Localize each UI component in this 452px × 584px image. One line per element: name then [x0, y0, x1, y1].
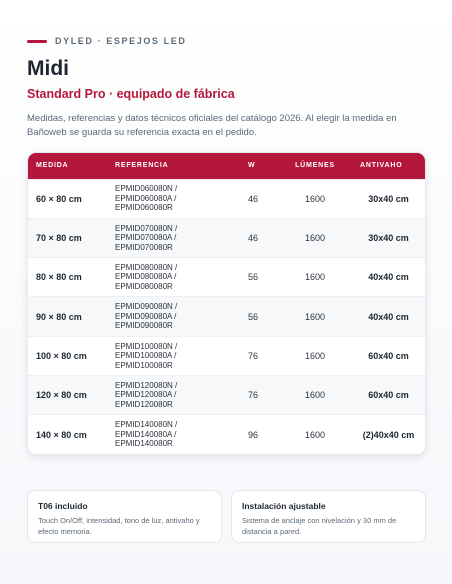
specs-table-card: [27, 152, 426, 455]
cell-medida: 100 × 80 cm: [36, 350, 87, 361]
feature-card-instalacion: [231, 490, 426, 543]
reference-code: EPMID060080R: [115, 203, 173, 213]
reference-code: EPMID090080N /: [115, 302, 178, 312]
reference-code: EPMID070080N /: [115, 223, 178, 233]
column-header-antivaho: ANTIVAHO: [360, 162, 403, 170]
cell-antivaho: 60x40 cm: [368, 390, 409, 401]
table-row: [28, 375, 426, 414]
reference-code: EPMID060080A /: [115, 193, 177, 203]
page-subtitle: Standard Pro · equipado de fábrica: [27, 87, 235, 101]
specs-table: [28, 153, 426, 454]
page-description: Medidas, referencias y datos técnicos oficiales del catálogo 2026. Al elegir la medida en Bañoweb se guarda su referencia exacta en el pedido.: [27, 113, 397, 138]
table-row: [28, 179, 426, 218]
cell-w: 96: [248, 429, 259, 440]
cell-lumenes: 1600: [304, 390, 326, 401]
cell-antivaho: 60x40 cm: [368, 350, 409, 361]
cell-referencia: [107, 258, 236, 297]
table-header-row: [28, 153, 426, 179]
feature-card-text: Touch On/Off, intensidad, tono de luz, antivaho y efecto memoria.: [38, 516, 200, 536]
cell-antivaho: 40x40 cm: [368, 311, 409, 322]
reference-code: EPMID120080N /: [115, 380, 178, 390]
cell-lumenes: 1600: [304, 311, 326, 322]
cell-medida: 140 × 80 cm: [36, 429, 87, 440]
table-row: [28, 258, 426, 297]
column-header-w: W: [248, 162, 256, 170]
reference-code: EPMID120080R: [115, 399, 173, 409]
cell-referencia: [107, 336, 236, 375]
table-row: [28, 336, 426, 375]
cell-antivaho: (2)40x40 cm: [362, 429, 415, 440]
page-title: Midi: [27, 57, 69, 80]
cell-medida: 60 × 80 cm: [36, 193, 82, 204]
cell-antivaho: 40x40 cm: [368, 272, 409, 283]
reference-code: EPMID060080N /: [115, 184, 178, 194]
reference-code: EPMID080080N /: [115, 262, 178, 272]
cell-w: 56: [248, 272, 259, 283]
reference-code: EPMID100080A /: [115, 351, 177, 361]
reference-code: EPMID070080A /: [115, 233, 177, 243]
table-row: [28, 415, 426, 454]
reference-code: EPMID140080N /: [115, 420, 178, 430]
feature-card-text: Sistema de anclaje con nivelación y 30 mm de distancia a pared.: [242, 516, 397, 536]
cell-referencia: [107, 218, 236, 257]
cell-lumenes: 1600: [304, 350, 326, 361]
column-header-lumenes: LÚMENES: [295, 162, 335, 170]
cell-lumenes: 1600: [304, 193, 326, 204]
feature-card-title: T06 incluido: [38, 501, 88, 512]
cell-medida: 80 × 80 cm: [36, 272, 82, 283]
cell-w: 46: [248, 193, 259, 204]
eyebrow-accent-bar: [27, 40, 47, 43]
cell-w: 76: [248, 390, 259, 401]
feature-card-title: Instalación ajustable: [242, 501, 326, 512]
feature-card-t06: [27, 490, 222, 543]
reference-code: EPMID080080A /: [115, 272, 177, 282]
cell-w: 76: [248, 350, 259, 361]
cell-medida: 70 × 80 cm: [36, 232, 82, 243]
page-content: [27, 35, 426, 543]
reference-code: EPMID140080R: [115, 439, 173, 449]
reference-code: EPMID080080R: [115, 281, 173, 291]
cell-antivaho: 30x40 cm: [368, 193, 409, 204]
column-header-medida: MEDIDA: [36, 162, 69, 170]
cell-medida: 90 × 80 cm: [36, 311, 82, 322]
reference-code: EPMID070080R: [115, 242, 173, 252]
cell-lumenes: 1600: [304, 429, 326, 440]
column-header-referencia: REFERENCIA: [115, 162, 169, 170]
reference-code: EPMID090080R: [115, 321, 173, 331]
cell-referencia: [107, 415, 236, 454]
cell-w: 56: [248, 311, 259, 322]
reference-code: EPMID120080A /: [115, 390, 177, 400]
feature-cards: [27, 490, 426, 543]
reference-code: EPMID100080R: [115, 360, 173, 370]
reference-code: EPMID140080A /: [115, 429, 177, 439]
cell-referencia: [107, 179, 236, 218]
table-row: [28, 218, 426, 257]
cell-w: 46: [248, 232, 259, 243]
reference-code: EPMID100080N /: [115, 341, 178, 351]
cell-referencia: [107, 297, 236, 336]
eyebrow: [27, 35, 426, 47]
table-row: [28, 297, 426, 336]
cell-lumenes: 1600: [304, 232, 326, 243]
cell-lumenes: 1600: [304, 272, 326, 283]
cell-antivaho: 30x40 cm: [368, 232, 409, 243]
eyebrow-text: DYLED · ESPEJOS LED: [55, 36, 187, 46]
reference-code: EPMID090080A /: [115, 311, 177, 321]
cell-referencia: [107, 375, 236, 414]
cell-medida: 120 × 80 cm: [36, 390, 87, 401]
